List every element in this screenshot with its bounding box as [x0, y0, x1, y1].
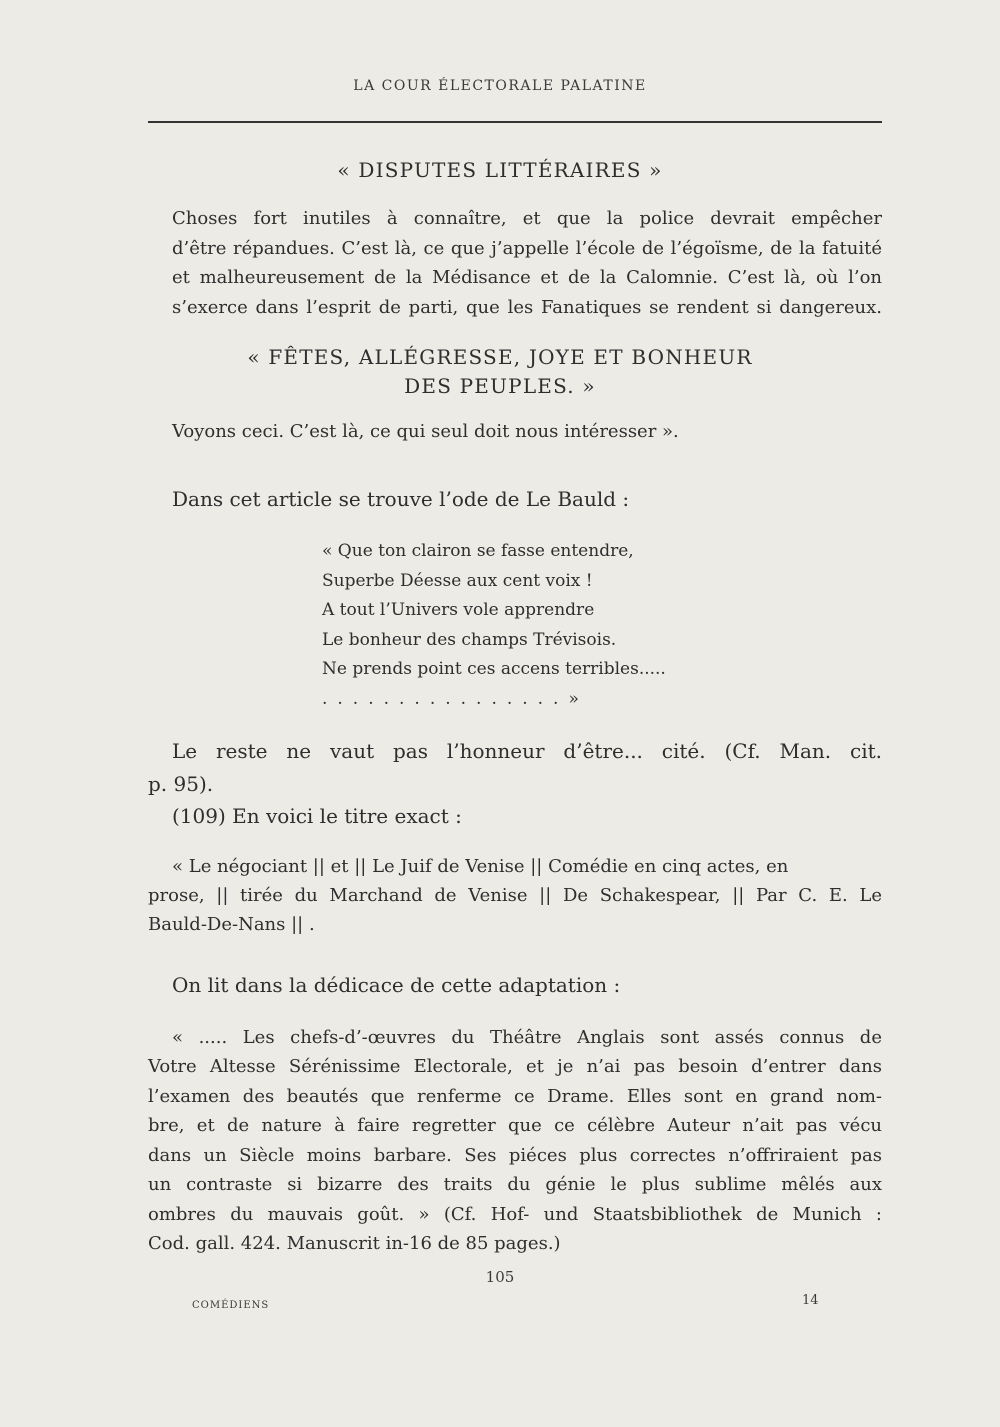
note-109 — [172, 801, 882, 832]
paragraph-dedicace-intro — [172, 970, 882, 1001]
text-line: Dans cet article se trouve l’ode de Le Bauld : — [172, 487, 630, 511]
text-line: et malheureusement de la Médisance et de la Calomnie. C’est là, où l’on — [172, 267, 882, 288]
paragraph-fetes — [172, 417, 882, 447]
text-line: Cod. gall. 424. Manuscrit in-16 de 85 pages.) — [148, 1233, 561, 1254]
title-quote — [172, 852, 882, 882]
text-line: dans un Siècle moins barbare. Ses piéces plus correctes n’offriraient pas — [148, 1144, 882, 1166]
text-line: ombres du mauvais goût. » (Cf. Hof- und Staatsbibliothek de Munich : — [148, 1203, 882, 1225]
paragraph-rest — [172, 736, 882, 767]
heading-fetes: « FÊTES, ALLÉGRESSE, JOYE ET BONHEUR — [247, 345, 753, 369]
verse-line: Ne prends point ces accens terribles..... — [322, 659, 666, 679]
running-head: LA COUR ÉLECTORALE PALATINE — [353, 78, 647, 94]
text-line: Bauld-De-Nans || . — [148, 914, 315, 935]
paragraph-ode-intro — [172, 485, 882, 515]
text-line: bre, et de nature à faire regretter que ce célèbre Auteur n’ait pas vécu — [148, 1115, 882, 1136]
text-line: Le reste ne vaut pas l’honneur d’être... cité. (Cf. Man. cit. — [172, 739, 882, 763]
text-line: l’examen des beautés que renferme ce Drame. Elles sont en grand nom- — [148, 1085, 882, 1107]
header-rule — [148, 121, 882, 123]
verse-line: Superbe Déesse aux cent voix ! — [322, 570, 593, 591]
verse-line: A tout l’Univers vole apprendre — [322, 600, 595, 620]
dedicace-first — [172, 1023, 882, 1053]
text-line: d’être répandues. C’est là, ce que j’appelle l’école de l’égoïsme, de la fatuité — [172, 237, 882, 259]
text-line: Choses fort inutiles à connaître, et que la police devrait empêcher — [172, 208, 882, 229]
text-line: prose, || tirée du Marchand de Venise || De Schakespear, || Par C. E. Le — [148, 885, 882, 906]
dedicace-body — [148, 1052, 882, 1229]
text-line: On lit dans la dédicace de cette adaptation : — [172, 973, 621, 997]
text-line: (109) En voici le titre exact : — [172, 804, 462, 828]
title-quote-cont — [148, 881, 882, 911]
paragraph-rest-end — [148, 769, 858, 800]
text-line: « ..... Les chefs-d’-œuvres du Théâtre Anglais sont assés connus de — [172, 1027, 882, 1048]
text-line: p. 95). — [148, 772, 214, 796]
text-line: un contraste si bizarre des traits du génie le plus sublime mêlés aux — [148, 1174, 882, 1195]
page-number: 105 — [485, 1268, 515, 1286]
paragraph-disputes — [172, 204, 882, 322]
text-line: Voyons ceci. C’est là, ce qui seul doit nous intéresser ». — [172, 421, 679, 442]
dedicace-end — [148, 1229, 858, 1259]
verse-line: Le bonheur des champs Trévisois. — [322, 629, 617, 650]
heading-fetes-continued: DES PEUPLES. » — [404, 374, 596, 398]
text-line: « Le négociant || et || Le Juif de Venise || Comédie en cinq actes, en — [172, 856, 789, 877]
signature-mark: COMÉDIENS — [192, 1300, 270, 1311]
ode-verse — [322, 537, 782, 714]
text-line: Votre Altesse Sérénissime Electorale, et je n’ai pas besoin d’entrer dans — [148, 1056, 882, 1077]
heading-disputes: « DISPUTES LITTÉRAIRES » — [337, 158, 663, 182]
text-line: s’exerce dans l’esprit de parti, que les Fanatiques se rendent si dangereux. — [172, 296, 882, 318]
verse-line: « Que ton clairon se fasse entendre, — [322, 541, 634, 561]
gathering-number: 14 — [802, 1293, 819, 1308]
title-quote-end — [148, 910, 858, 940]
ellipsis-line: ................» — [322, 688, 589, 709]
